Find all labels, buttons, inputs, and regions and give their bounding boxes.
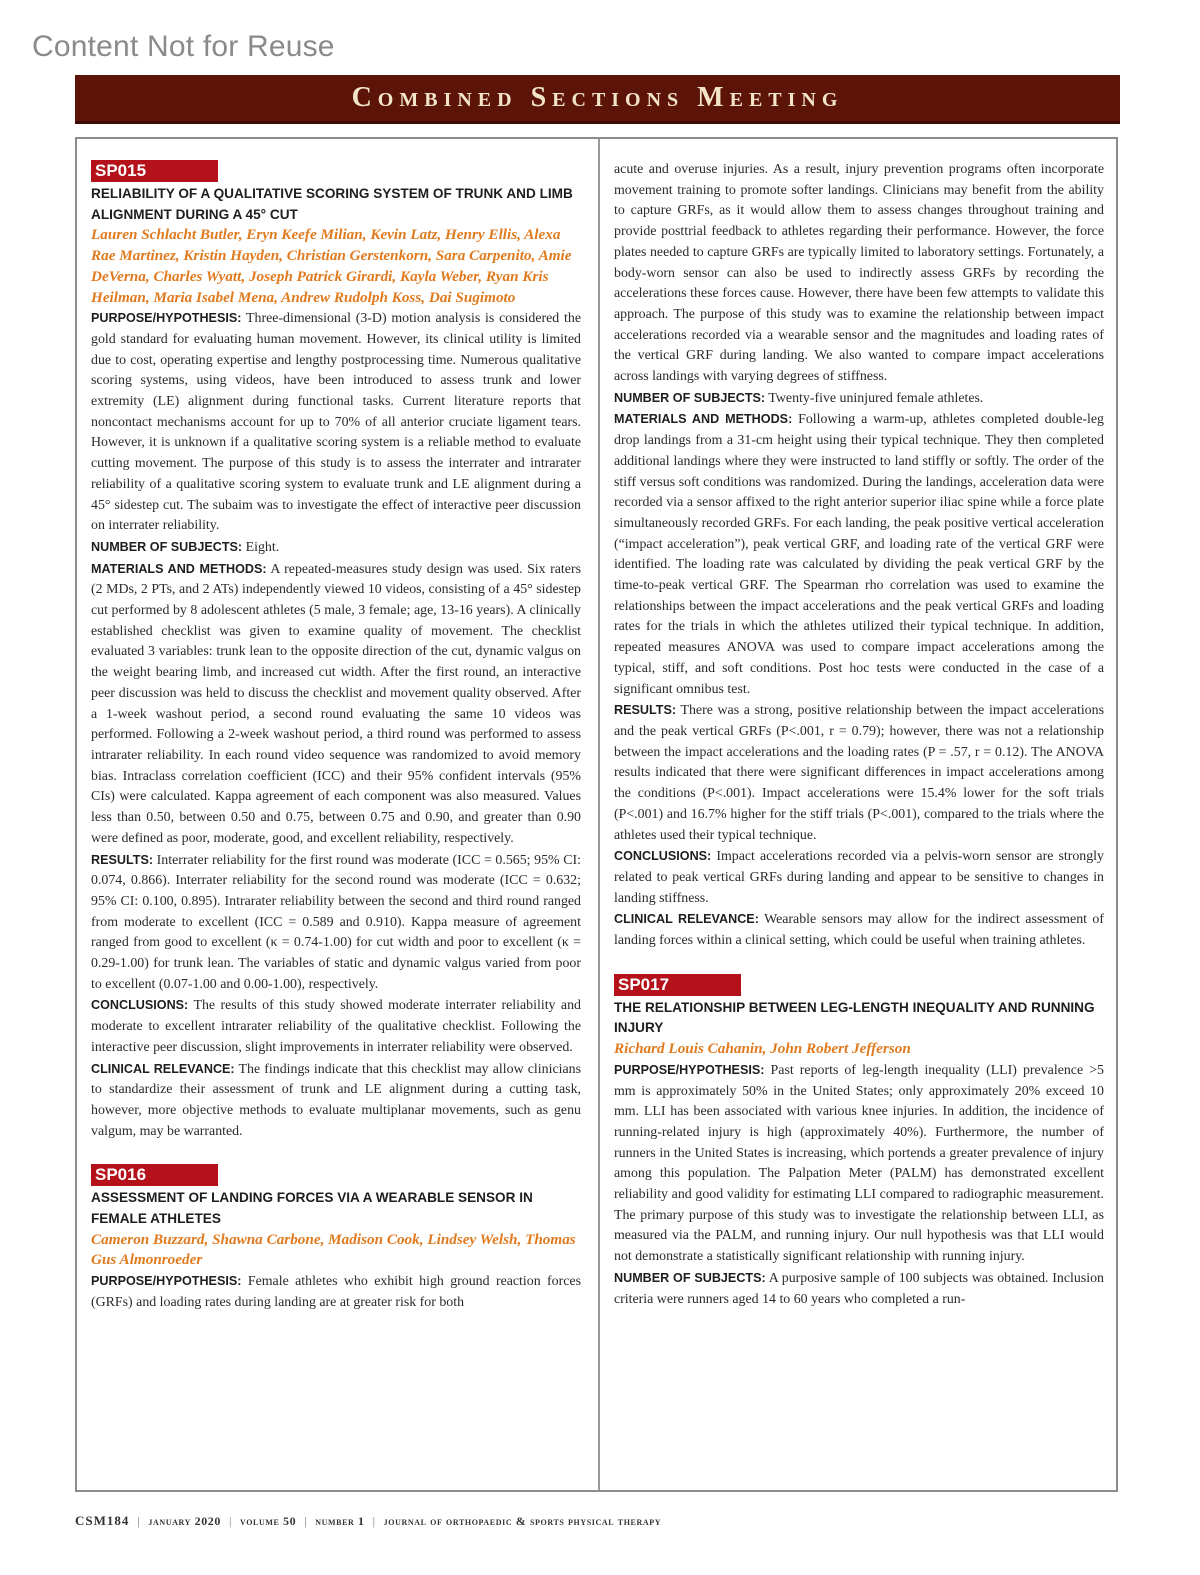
section-text: Female athletes who exhibit high ground reaction forces (GRFs) and loading rates during landing are at greater risk for both [91,1274,581,1310]
section-label: MATERIALS AND METHODS: [614,412,793,427]
abstract-code: SP016 [91,1164,218,1186]
section-label: MATERIALS AND METHODS: [91,561,267,576]
purpose-paragraph [91,1271,581,1313]
section-text: Wearable sensors may allow for the indirect assessment of landing forces within a clinical setting, which could be useful when training athletes. [614,912,1105,949]
abstract-sp015 [91,160,581,1142]
section-label: NUMBER OF SUBJECTS: [91,539,243,554]
section-text: Eight. [245,539,280,555]
conclusions-paragraph [614,846,1104,909]
section-label: NUMBER OF SUBJECTS: [614,1270,766,1285]
watermark: Content Not for Reuse [32,30,335,63]
section-label: CLINICAL RELEVANCE: [91,1061,235,1076]
page-number: CSM184 [75,1513,130,1528]
abstract-title: RELIABILITY OF A QUALITATIVE SCORING SYSTEM OF TRUNK AND LIMB ALIGNMENT DURING A 45° CUT [91,186,573,222]
abstract-authors: Cameron Buzzard, Shawna Carbone, Madison Cook, Lindsey Welsh, Thomas Gus Almonroeder [91,1230,576,1269]
section-banner [75,75,1120,124]
abstract-sp016-continued [614,160,1104,952]
abstract-code: SP015 [91,160,218,182]
purpose-paragraph [91,308,581,537]
section-text: Interrater reliability for the first round was moderate (ICC = 0.565; 95% CI: 0.074, 0.866). Interrater reliability for the second round was moderate (ICC = 0.632; 95% CI: 0.100, 0.895). Intrarater reliability between the second and third round ranged from moderate to excellent (ICC = 0.589 and 0.910). Kappa measure of agreement ranged from good to excellent (κ = 0.74-1.00) for cut width and poor to excellent (κ = 0.29-1.00) for trunk lean. The variables of static and dynamic valgus varied from poor to excellent (0.07-1.00 and 0.00-1.00), respectively. [91,852,581,992]
issue-date: january 2020 [148,1514,221,1528]
section-text: The results of this study showed moderate interrater reliability and moderate to excellent intrarater reliability of the qualitative checklist. Following the interactive peer discussion, slight improvements in interrater reliability were observed. [91,998,581,1055]
subjects-paragraph [91,537,581,559]
section-label: NUMBER OF SUBJECTS: [614,390,766,405]
section-label: CONCLUSIONS: [91,998,189,1013]
subjects-paragraph [614,388,1104,410]
section-text: A purposive sample of 100 subjects was obtained. Inclusion criteria were runners aged 14 to 60 years who completed a run- [614,1270,1104,1307]
relevance-paragraph [614,909,1104,951]
section-label: PURPOSE/HYPOTHESIS: [91,311,242,326]
column-divider [598,139,600,1490]
purpose-paragraph [614,1060,1104,1268]
abstract-title: ASSESSMENT OF LANDING FORCES VIA A WEARABLE SENSOR IN FEMALE ATHLETES [91,1190,533,1227]
abstract-code: SP017 [614,974,741,996]
methods-paragraph [614,409,1104,700]
section-label: CONCLUSIONS: [614,849,712,864]
results-paragraph [91,850,581,996]
relevance-paragraph [91,1059,581,1143]
volume: volume 50 [240,1514,297,1528]
section-text: Three-dimensional (3-D) motion analysis is considered the gold standard for evaluating human movement. However, its clinical utility is limited due to cost, operating expertise and lengthy postprocessing time. Numerous qualitative scoring systems, using videos, have been introduced to assess trunk and lower extremity (LE) alignment during functional tasks. Current literature reports that noncontact mechanisms account for up to 70% of all anterior cruciate ligament tears. However, it is unknown if a qualitative scoring system is a reliable method to evaluate cutting movement. The purpose of this study is to assess the interrater and intrarater reliability of a qualitative scoring system to evaluate trunk and LE alignment during a 45° sidestep cut. The subaim was to investigate the effect of interactive peer discussion on interrater reliability. [91,311,581,534]
abstract-title: THE RELATIONSHIP BETWEEN LEG-LENGTH INEQUALITY AND RUNNING INJURY [614,999,1095,1036]
section-text: The findings indicate that this checklist may allow clinicians to standardize their assessment of trunk and LE alignment during a cutting task, however, more objective methods to evaluate multiplanar movements, such as genu valgum, may be warranted. [91,1061,581,1139]
page-footer: CSM184 | january 2020 | volume 50 | number 1 | journal of orthopaedic & sports physical therapy [75,1513,662,1528]
section-text: Twenty-five uninjured female athletes. [768,390,984,406]
section-label: RESULTS: [91,852,154,867]
section-text: Impact accelerations recorded via a pelvis-worn sensor are strongly related to peak vertical GRFs during landing and appear to be sensitive to changes in landing stiffness. [614,849,1104,906]
section-text: Past reports of leg-length inequality (LLI) prevalence >5 mm is approximately 50% in the United States; only approximately 20% exceed 10 mm. LLI has been associated with various knee injuries. In addition, the incidence of running-related injury is high (approximately 40%). Furthermore, the number of runners in the United States is increasing, which portends a greater prevalence of injury among this population. The Palpation Meter (PALM) has demonstrated excellent reliability and good validity for estimating LLI compared to radiographic measurement. The primary purpose of this study was to investigate the relationship between LLI, as measured via the PALM, and running injury. Our null hypothesis was that LLI would not demonstrate a statistically significant relationship with running injury. [614,1062,1104,1265]
abstract-authors: Richard Louis Cahanin, John Robert Jefferson [614,1040,911,1058]
right-column [614,160,1104,1310]
abstract-sp016 [91,1164,581,1313]
section-text: There was a strong, positive relationship between the impact accelerations and the peak vertical GRFs (P<.001, r = 0.79); however, there was not a relationship between the impact accelerations and the loading rates (P = .57, r = 0.12). The ANOVA results indicated that there were significant differences in impact accelerations among the conditions (P<.001). Impact accelerations were 15.4% lower for the soft trials (P<.001) and 16.7% higher for the stiff trials (P<.001), compared to the trials where the athletes used their typical technique. [614,703,1104,843]
abstract-sp017 [614,974,1104,1311]
section-text: Following a warm-up, athletes completed double-leg drop landings from a 31-cm height using their typical technique. They then completed additional landings where they were instructed to land stiffly or softly. The order of the stiff versus soft conditions was randomized. During the landings, acceleration data were recorded via a sensor affixed to the right anterior superior iliac spine while a force plate simultaneously recorded GRFs. For each landing, the peak positive vertical acceleration (“impact acceleration”), peak vertical GRF, and loading rate of the vertical GRF were identified. The loading rate was calculated by dividing the peak vertical GRF by the time-to-peak vertical GRF. The Spearman rho correlation was used to examine the relationships between the impact accelerations and the peak vertical GRFs and loading rates for the trials in which the athletes utilized their typical technique. In addition, repeated measures ANOVA was used to compare impact accelerations among the typical, stiff, and soft conditions. Post hoc tests were conducted in the case of a significant omnibus test. [614,412,1104,697]
section-label: PURPOSE/HYPOTHESIS: [91,1274,242,1289]
section-label: CLINICAL RELEVANCE: [614,912,759,927]
section-text: acute and overuse injuries. As a result, injury prevention programs often incorporate movement training to promote softer landings. Clinicians may benefit from the ability to capture GRFs, as it would allow them to assess changes throughout training and provide posttrial feedback to athletes regarding their performance. However, the force plates needed to capture GRFs are typically limited to laboratory settings. Fortunately, a body-worn sensor can also be used to indirectly assess GRFs by recording the accelerations these forces cause. However, there have been few attempts to validate this approach. The purpose of this study was to examine the relationship between impact accelerations recorded via a wearable sensor and the magnitudes and loading rates of the vertical GRF during landing. We also wanted to compare impact accelerations across landings with varying degrees of stiffness. [614,162,1104,385]
purpose-continued-paragraph [614,160,1104,388]
issue-number: number 1 [315,1514,365,1528]
results-paragraph [614,700,1104,846]
section-text: A repeated-measures study design was used. Six raters (2 MDs, 2 PTs, and 2 ATs) independently viewed 10 videos, consisting of a 45° sidestep cut performed by 8 adolescent athletes (5 male, 3 female; age, 13-16 years). A clinically established checklist was given to examine quality of movement. The checklist evaluated 3 variables: trunk lean to the opposite direction of the cut, dynamic valgus on the weight bearing limb, and increased cut width. After the first round, an interactive peer discussion was held to discuss the checklist and movement quality observed. After a 1-week washout period, a second round evaluating the same 10 videos was performed. Following a 2-week washout period, a third round was performed to assess intrarater reliability. In each round video sequence was randomized to avoid memory bias. Intraclass correlation coefficient (ICC) and their 95% confident intervals (95% CIs) were calculated. Kappa agreement of each component was also measured. Values less than 0.50, between 0.50 and 0.75, between 0.75 and 0.90, and greater than 0.90 were defined as poor, moderate, good, and excellent reliability, respectively. [91,561,581,846]
section-label: RESULTS: [614,703,677,718]
conclusions-paragraph [91,995,581,1058]
methods-paragraph [91,559,581,850]
section-label: PURPOSE/HYPOTHESIS: [614,1062,765,1077]
subjects-paragraph [614,1268,1104,1310]
abstract-authors: Lauren Schlacht Butler, Eryn Keefe Milian, Kevin Latz, Henry Ellis, Alexa Rae Martinez, Kristin Hayden, Christian Gerstenkorn, Sara Carpenito, Amie DeVerna, Charles Wyatt, Joseph Patrick Girardi, Kayla Weber, Ryan Kris Heilman, Maria Isabel Mena, Andrew Rudolph Koss, Dai Sugimoto [91,226,572,306]
banner-title: Combined Sections Meeting [351,82,844,113]
journal-name: journal of orthopaedic & sports physical therapy [383,1514,662,1528]
left-column [91,160,581,1314]
